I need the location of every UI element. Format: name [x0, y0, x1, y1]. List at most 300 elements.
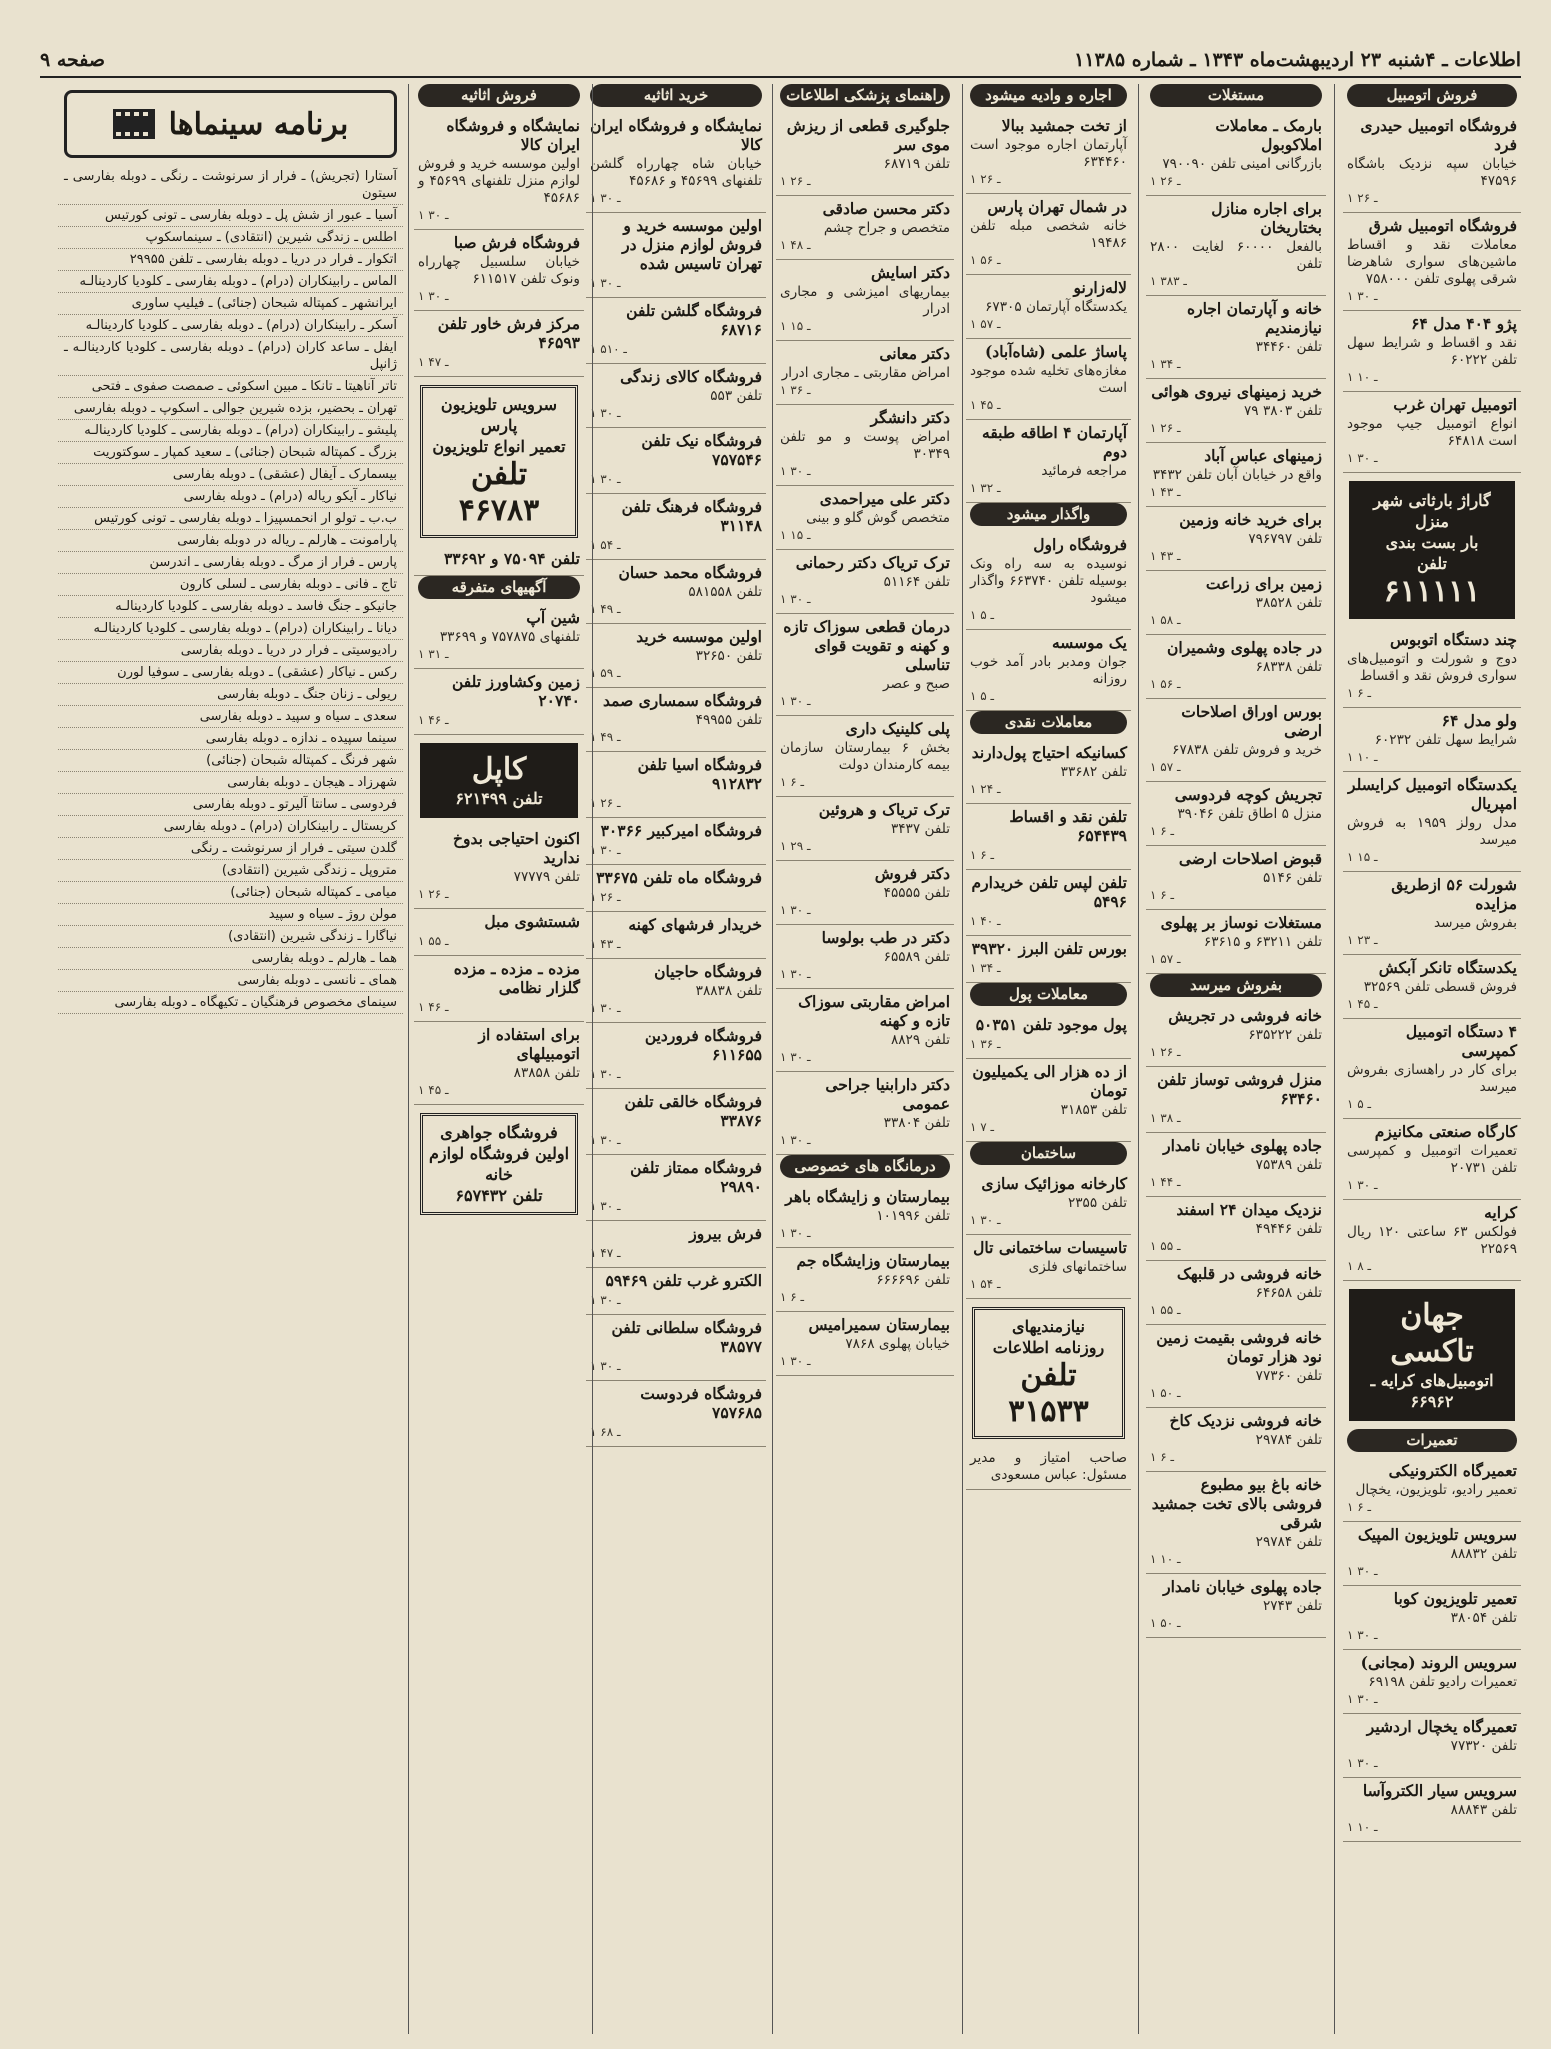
category-header: راهنمای پزشکی اطلاعات [780, 84, 950, 107]
ad-text: منزل ۵ اطاق تلفن ۳۹۰۴۶ [1177, 806, 1322, 822]
ad-text: شرایط سهل تلفن ۶۰۲۳۲ [1374, 732, 1517, 748]
category-header: معاملات نقدی [970, 711, 1127, 734]
ad-text: امراض مقاربتی ـ مجاری ادرار [781, 365, 950, 381]
classified-ad [1146, 1408, 1326, 1472]
ad-code: ۱ ـ ۵ [970, 689, 995, 703]
ad-text: متخصص گوش گلو و بینی [806, 510, 950, 526]
column-rule [1334, 84, 1335, 2034]
ad-text: تلفن ۴۵۵۵۵ [883, 885, 950, 901]
classified-ad [966, 532, 1131, 630]
ad-text: مدل رولز ۱۹۵۹ به فروش میرسد [1347, 815, 1517, 848]
ad-title: تعمیر تلویزیون کوبا [1393, 1589, 1517, 1608]
ad-title: پژو ۴۰۴ مدل ۶۴ [1411, 314, 1517, 333]
ad-text: خیابان سپه نزدیک باشگاه ۴۷۵۹۶ [1347, 156, 1517, 189]
ad-text: تعمیرات رادیو تلفن ۶۹۱۹۸ [1368, 1674, 1517, 1690]
cinema-listing: دیانا ـ رابینکاران (درام) ـ دوبله بفارسی ـ کلودیا کاردینالـه [58, 618, 403, 640]
display-ad-garage [1349, 481, 1515, 619]
masthead [40, 44, 1521, 78]
ad-code: ۱ ـ ۳۰ [590, 1133, 621, 1147]
ad-code: ۱ ـ ۳۰ [780, 1354, 811, 1368]
category-header: آگهیهای متفرقه [418, 576, 580, 599]
ad-code: ۱ ـ ۵۷ [970, 317, 1001, 331]
classified-ad [966, 740, 1131, 804]
ad-title: فروشگاه فردوست ۷۵۷۶۸۵ [640, 1384, 762, 1422]
ad-title: فروشگاه فرش صبا [453, 233, 580, 252]
ad-code: ۱ ـ ۶ [1347, 686, 1372, 700]
classified-ad [586, 1381, 766, 1447]
ad-title: بورس اوراق اصلاحات ارضی [1181, 702, 1322, 740]
ad-code: ۱ ـ ۳۰ [1347, 1692, 1378, 1706]
ad-code: ۱ ـ ۳۰ [780, 464, 811, 478]
ad-code: ۱ ـ ۵۵ [418, 934, 449, 948]
cinema-listing: بیسمارک ـ آیفال (عشقی) ـ دوبله بفارسی [58, 464, 403, 486]
cinema-listing: آستارا (تجریش) ـ فرار از سرنوشت ـ رنگی ـ دوبله بفارسی ـ سیتون [58, 166, 403, 205]
classified-ad [1343, 1119, 1521, 1200]
ad-code: ۱ ـ ۴۵ [970, 398, 1001, 412]
column-rule [1138, 84, 1139, 2034]
ad-title: فروشگاه خالقی تلفن ۳۳۸۷۶ [624, 1092, 762, 1130]
ad-title: اکنون احتیاجی بدوخ ندارید [453, 829, 580, 867]
ad-code: ۱ ـ ۳۰ [780, 592, 811, 606]
box-line: تعمیر انواع تلویزیون [432, 437, 566, 456]
column-rentals [966, 84, 1131, 2034]
column-furniture-sell [414, 84, 584, 2034]
ad-code: ۱ ـ ۴۵ [418, 1083, 449, 1097]
cinema-listing: سینما سپیده ـ ندازه ـ دوبله بفارسی [58, 728, 403, 750]
ad-text: تلفن ۳۸۵۲۸ [1255, 595, 1322, 611]
ad-code: ۱ ـ ۴۳ [590, 937, 621, 951]
classified-ad [1343, 1200, 1521, 1281]
cinema-listing: تاج ـ فانی ـ دوبله بفارسی ـ لسلی کارون [58, 574, 403, 596]
column-auto-sales [1343, 84, 1521, 2034]
ad-title: نزدیک میدان ۲۴ اسفند [1176, 1200, 1322, 1219]
classified-ad [414, 230, 584, 311]
classified-ad [776, 989, 954, 1072]
column-rule [592, 84, 593, 2034]
ad-code: ۱ ـ ۳۰ [590, 843, 621, 857]
ad-text: تلفن ۲۹۷۸۴ [1255, 1534, 1322, 1550]
category-header: ساختمان [970, 1142, 1127, 1165]
classified-ad [1343, 1778, 1521, 1842]
ad-title: پاساژ علمی (شاه‌آباد) [984, 342, 1127, 361]
ad-title: ترک تریاک و هروئین [818, 800, 950, 819]
ad-title: زمین وکشاورز تلفن ۲۰۷۴۰ [451, 672, 580, 710]
ad-text: تلفن ۳۸۰۳ ۷۹ [1244, 403, 1322, 419]
ad-code: ۱ ـ ۵ [1347, 1097, 1372, 1111]
ad-code: ۱ ـ ۲۹ [780, 839, 811, 853]
ad-title: لاله‌زارنو [1073, 278, 1127, 297]
ad-code: ۱ ـ ۴۸ [780, 238, 811, 252]
classified-ad [1146, 196, 1326, 296]
ad-title: زمینهای عباس آباد [1204, 446, 1322, 465]
cinema-listing: متروپل ـ زندگی شیرین (انتقادی) [58, 860, 403, 882]
ad-code: ۱ ـ ۱۰ [1347, 370, 1378, 384]
ad-code: ۱ ـ ۲۴ [970, 782, 1001, 796]
classified-ad [966, 804, 1131, 870]
box-phone: تلفن ۶۵۷۴۳۲ [455, 1186, 543, 1205]
ad-code: ۱ ـ ۵۴ [590, 538, 621, 552]
category-header: درمانگاه های خصوصی [780, 1155, 950, 1178]
ad-title: کارگاه صنعتی مکانیزم [1374, 1122, 1517, 1141]
ad-code: ۱ ـ ۵۰ [1150, 1616, 1181, 1630]
ad-code: ۱ ـ ۵۶ [970, 253, 1001, 267]
ad-code: ۱ ـ ۳۰ [1347, 451, 1378, 465]
ad-title: فروشگاه سلطانی تلفن ۳۸۵۷۷ [611, 1318, 762, 1356]
ad-title: نمایشگاه و فروشگاه ایران کالا [446, 116, 580, 154]
ad-title: خرید زمینهای نیروی هوائی [1151, 382, 1322, 401]
classified-ad [966, 339, 1131, 420]
classified-ad [1343, 772, 1521, 872]
ad-text: تلفن ۳۳۸۰۴ [883, 1115, 950, 1131]
ad-code: ۱ ـ ۳۶ [780, 383, 811, 397]
box-title: کاپل [471, 752, 527, 787]
ad-text: اولین موسسه خرید و فروش لوازم منزل تلفنهای ۴۵۶۹۹ و ۴۵۶۸۶ [418, 156, 580, 206]
ad-code: ۱ ـ ۳۰ [590, 472, 621, 486]
ad-text: خرید و فروش تلفن ۶۷۸۳۸ [1172, 742, 1322, 758]
ad-title: اولین موسسه خرید و فروش لوازم منزل در تهران تاسیس شده [622, 216, 762, 273]
ad-title: فروشگاه حاجیان [654, 962, 762, 981]
classified-ad [1146, 910, 1326, 974]
classified-ad [1146, 379, 1326, 443]
ad-code: ۱ ـ ۴۶ [418, 1000, 449, 1014]
ad-title: تلفن لپس تلفن خریدارم ۵۴۹۶ [971, 873, 1127, 911]
classified-ad [1146, 1325, 1326, 1408]
ad-text: تلفن ۳۸۸۳۸ [695, 983, 762, 999]
ad-code: ۱ ـ ۳۱ [418, 647, 449, 661]
ad-code: ۱ ـ ۱۰ [1150, 1552, 1181, 1566]
ad-title: پول موجود تلفن ۵۰۳۵۱ [975, 1015, 1127, 1034]
column-medical [776, 84, 954, 2034]
cinema-listing: آسکر ـ رابینکاران (درام) ـ دوبله بفارسی ـ کلودیا کاردینالـه [58, 315, 403, 337]
ad-text: خیابان شاه چهارراه گلشن تلفنهای ۴۵۶۹۹ و ۴۵۶۸۶ [590, 156, 762, 189]
ad-code: ۱ ـ ۵ [970, 608, 995, 622]
classified-ad [776, 797, 954, 861]
ad-text: تلفن ۴۹۴۴۶ [1255, 1221, 1322, 1237]
classified-ad [966, 113, 1131, 194]
ad-title: دکتر معانی [879, 344, 950, 363]
ad-title: اولین موسسه خرید [636, 627, 762, 646]
ad-code: ۱ ـ ۳۰ [780, 1133, 811, 1147]
ad-text: تلفن ۳۸۰۵۴ [1450, 1610, 1517, 1626]
classified-ad [586, 560, 766, 624]
classified-ad [586, 865, 766, 912]
ad-title: آپارتمان ۴ اطاقه طبقه دوم [982, 423, 1127, 461]
ad-title: قبوض اصلاحات ارضی [1178, 849, 1322, 868]
ad-code: ۱ ـ ۵۸ [1150, 613, 1181, 627]
classified-ad [776, 716, 954, 797]
category-header: خرید اثاثیه [590, 84, 762, 107]
ad-text: تلفن ۸۳۸۵۸ [513, 1065, 580, 1081]
ad-text: تلفن ۳۱۸۵۳ [1060, 1102, 1127, 1118]
ad-title: دکتر دارابنیا جراحی عمومی [825, 1075, 950, 1113]
ad-text: تلفن ۵۵۳ [710, 388, 762, 404]
ad-code: ۱ ـ ۱۵ [780, 528, 811, 542]
ad-title: کسانیکه احتیاج پول‌دارند [971, 743, 1127, 762]
ad-text: خیابان پهلوی ۷۸۶۸ [845, 1336, 950, 1352]
ad-text: تلفن ۲۹۷۸۴ [1255, 1432, 1322, 1448]
ad-code: ۱ ـ ۶ [1347, 1500, 1372, 1514]
ad-code: ۱ ـ ۲۶ [1347, 191, 1378, 205]
classified-ad [776, 1072, 954, 1155]
column-rule [408, 84, 409, 2034]
ad-code: ۱ ـ ۲۶ [970, 172, 1001, 186]
ad-text: فولکس ۶۳ ساعتی ۱۲۰ ریال ۲۲۵۶۹ [1347, 1224, 1517, 1257]
classified-ad [586, 213, 766, 298]
ad-code: ۱ ـ ۴۷ [590, 1246, 621, 1260]
column-rule [962, 84, 963, 2034]
ad-code: ۱ ـ ۴۷ [418, 355, 449, 369]
ad-title: تعمیرگاه یخچال اردشیر [1366, 1717, 1517, 1736]
ad-title: فروشگاه امیرکبیر ۳۰۳۶۶ [600, 821, 762, 840]
ad-code: ۱ ـ ۵۵ [1150, 1303, 1181, 1317]
ad-code: ۱ ـ ۴۵ [1347, 997, 1378, 1011]
cinema-listing: مولن روژ ـ سیاه و سپید [58, 904, 403, 926]
classified-ad [414, 311, 584, 377]
cinema-listing: آسیا ـ عبور از شش پل ـ دوبله بفارسی ـ تونی کورتیس [58, 205, 403, 227]
classified-ad [414, 909, 584, 956]
ad-text: بیماریهای امیزشی و مجاری ادرار [780, 284, 950, 317]
classified-ad [1343, 1019, 1521, 1119]
ad-text: آپارتمان اجاره موجود است ۶۳۴۴۶۰ [970, 137, 1127, 170]
ad-text: تلفن ۸۸۲۹ [890, 1032, 950, 1048]
ad-title: فروشگاه راول [1033, 535, 1127, 554]
cinema-listing: فردوسی ـ سانتا آلیرتو ـ دوبله بفارسی [58, 794, 403, 816]
ad-code: ۱ ـ ۳۸ [1150, 1111, 1181, 1125]
ad-code: ۱ ـ ۵۵ [1150, 1239, 1181, 1253]
classified-ad [1343, 955, 1521, 1019]
ad-title: ترک تریاک دکتر رحمانی [795, 553, 950, 572]
ad-title: شستشوی مبل [484, 912, 580, 931]
ad-text: تلفن ۳۴۴۶۰ [1255, 339, 1322, 355]
ad-code: ۱ ـ ۵۱۰ [590, 342, 627, 356]
ad-title: کرایه [1484, 1203, 1517, 1222]
ad-text: تلفن ۷۵۳۸۹ [1255, 1157, 1322, 1173]
cinema-listing: میامی ـ کمپتاله شبحان (جنائی) [58, 882, 403, 904]
classified-ad [1343, 392, 1521, 473]
ad-title: فروشگاه کالای زندگی [620, 367, 762, 386]
film-reel-icon [113, 109, 155, 139]
ad-code: ۱ ـ ۳۰ [590, 1359, 621, 1373]
ad-code: ۱ ـ ۶ [780, 775, 805, 789]
box-line: اولین فروشگاه لوازم خانه [428, 1144, 570, 1184]
ad-text: تلفن ۶۳۵۲۲۲ [1248, 1027, 1322, 1043]
ad-code: ۱ ـ ۳۰ [590, 1293, 621, 1307]
ad-title: سرویس تلویزیون المپیک [1357, 1525, 1517, 1544]
classified-ad [586, 494, 766, 560]
ad-text: تلفن ۶۳۲۱۱ و ۶۳۶۱۵ [1203, 934, 1322, 950]
ad-code: ۱ ـ ۲۶ [418, 887, 449, 901]
ad-text: تلفن ۲۳۵۵ [1067, 1195, 1127, 1211]
ad-code: ۱ ـ ۶ [970, 848, 995, 862]
ad-code: ۱ ـ ۳۰ [780, 903, 811, 917]
classified-ad [586, 624, 766, 688]
classified-ad [966, 194, 1131, 275]
ad-text: تلفن ۱۰۱۹۹۶ [876, 1208, 950, 1224]
box-phone: ۶۱۱۱۱۱ [1383, 574, 1481, 609]
ad-title: بارمک ـ معاملات املاکوبول [1215, 116, 1322, 154]
ad-title: امراض مقاربتی سوزاک تازه و کهنه [798, 992, 950, 1030]
ad-code: ۱ ـ ۳۰ [1347, 1756, 1378, 1770]
column-real-estate [1146, 84, 1326, 2034]
display-ad-jewelry-store [420, 1113, 578, 1215]
display-ad-kapel [420, 743, 578, 818]
cinema-listing: تهران ـ بحضیر، بزده شیرین جوالی ـ اسکوپ ـ دوبله بفارسی [58, 398, 403, 420]
ad-title: برای اجاره منازل بختاریخان [1211, 199, 1322, 237]
ad-title: دکتر دانشگر [870, 408, 950, 427]
cinema-listing: الماس ـ رابینکاران (درام) ـ دوبله بفارسی ـ کلودیا کاردینالـه [58, 271, 403, 293]
ad-code: ۱ ـ ۵۷ [1150, 760, 1181, 774]
box-line: نیازمندیهای [1012, 1317, 1085, 1336]
classified-ad [1343, 113, 1521, 213]
cinema-listing: رکس ـ نیاکار (عشقی) ـ دوبله بفارسی ـ سوفیا لورن [58, 662, 403, 684]
ad-code: ۱ ـ ۲۶ [1150, 1045, 1181, 1059]
ad-title: مزده ـ مزده ـ مزده گلزار نظامی [453, 959, 580, 997]
classified-ad [1343, 1714, 1521, 1778]
category-header: مستغلات [1150, 84, 1322, 107]
box-line: روزنامه اطلاعات [992, 1338, 1105, 1357]
ad-text: تلفن ۶۶۶۶۹۶ [876, 1272, 950, 1288]
ad-text: تلفن ۴۹۹۵۵ [695, 712, 762, 728]
ad-text: تلفن ۷۷۳۲۰ [1450, 1738, 1517, 1754]
ad-text: متخصص و جراح چشم [823, 220, 950, 236]
ad-code: ۱ ـ ۵۹ [590, 666, 621, 680]
ad-code: ۱ ـ ۳۰ [418, 289, 449, 303]
display-ad-classifieds [972, 1307, 1125, 1439]
ad-code: ۱ ـ ۲۶ [1150, 174, 1181, 188]
classified-ad [1343, 1522, 1521, 1586]
ad-text: ساختمانهای فلزی [1028, 1259, 1127, 1275]
cinema-program-title: برنامه سینماها [168, 106, 349, 142]
ad-code: ۱ ـ ۳۰ [590, 1001, 621, 1015]
ad-code: ۱ ـ ۶ [780, 1290, 805, 1304]
ad-code: ۱ ـ ۳۴ [970, 961, 1001, 975]
ad-title: خریدار فرشهای کهنه [628, 915, 762, 934]
box-line: فروشگاه جواهری [440, 1123, 558, 1142]
ad-title: تلفن نقد و اقساط ۶۵۴۴۳۹ [1009, 807, 1127, 845]
classified-ad [586, 959, 766, 1023]
page-label: صفحه ۹ [40, 49, 106, 71]
ad-text: تلفن ۶۵۵۸۹ [883, 949, 950, 965]
ad-code: ۱ ـ ۳۰ [1347, 289, 1378, 303]
box-line: گاراژ بارثاتی شهر منزل [1373, 491, 1491, 531]
ad-code: ۱ ـ ۳۰ [780, 1050, 811, 1064]
classified-ad [586, 688, 766, 752]
ad-title: دکتر در طب بولوسا [821, 928, 950, 947]
cinema-program-header [64, 90, 397, 158]
ad-text: تلفن ۵۸۱۵۵۸ [688, 584, 762, 600]
ad-code: ۱ ـ ۴۶ [418, 713, 449, 727]
ad-title: چند دستگاه اتوبوس [1389, 630, 1517, 649]
classified-ad [776, 405, 954, 486]
cinema-listing: گلدن سیتی ـ فرار از سرنوشت ـ رنگی [58, 838, 403, 860]
box-line: تلفن [1416, 554, 1448, 573]
classified-ad [586, 752, 766, 818]
classified-ad [586, 818, 766, 865]
ad-text: امراض پوست و مو تلفن ۳۰۳۴۹ [780, 429, 950, 462]
ad-code: ۱ ـ ۴۹ [590, 730, 621, 744]
classified-ad [414, 113, 584, 230]
ad-title: بیمارستان وزایشگاه جم [796, 1251, 950, 1270]
ad-text: تلفن ۳۴۳۷ [890, 821, 950, 837]
category-header: فروش اتومبیل [1347, 84, 1517, 107]
classified-ad [1146, 1197, 1326, 1261]
cinema-listing: نیاکار ـ آیکو ریاله (درام) ـ دوبله بفارسی [58, 486, 403, 508]
classified-ad [1146, 1261, 1326, 1325]
cinema-listing: اتکوار ـ فرار در دریا ـ دوبله بفارسی ـ تلفن ۲۹۹۵۵ [58, 249, 403, 271]
credit-text: صاحب امتیاز و مدیر مسئول: عباس مسعودی [970, 1450, 1127, 1483]
classified-ad [1146, 1133, 1326, 1197]
ad-title: تجریش کوچه فردوسی [1174, 785, 1322, 804]
column-furniture-buy [586, 84, 766, 2034]
ad-text: بخش ۶ بیمارستان سازمان بیمه کارمندان دولت [780, 740, 950, 773]
classified-ad [776, 925, 954, 989]
classified-ad [414, 956, 584, 1022]
ad-code: ۱ ـ ۳۴ [1150, 357, 1181, 371]
ad-title: فروشگاه ممتاز تلفن ۲۹۸۹۰ [630, 1158, 762, 1196]
cinema-listing: پلیشو ـ رابینکاران (درام) ـ دوبله بفارسی ـ کلودیا کاردینالـه [58, 420, 403, 442]
ad-text: معاملات نقد و اقساط ماشین‌های سواری شاهرضا شرقی پهلوی تلفن ۷۵۸۰۰۰ [1347, 237, 1517, 287]
ad-code: ۱ ـ ۳۰ [590, 276, 621, 290]
category-header: واگذار میشود [970, 503, 1127, 526]
ad-text: تلفن ۳۲۶۵۰ [695, 648, 762, 664]
classified-ad [966, 630, 1131, 711]
cinema-listing: ایرانشهر ـ کمپتاله شبحان (جنائی) ـ فیلیپ ساوری [58, 293, 403, 315]
ad-title: خانه باغ بیو مطبوع فروشی بالای تخت جمشید شرقی [1151, 1475, 1322, 1532]
classified-ad [1146, 1003, 1326, 1067]
classified-ad [776, 550, 954, 614]
ad-title: یکدستگاه تانکر آبکش [1378, 958, 1517, 977]
display-ad-tv-service [420, 385, 578, 538]
ad-title: سرویس سیار الکتروآسا [1362, 1781, 1517, 1800]
classified-ad [1146, 443, 1326, 507]
classified-ad [776, 861, 954, 925]
ad-code: ۱ ـ ۳۰ [780, 1226, 811, 1240]
classified-ad [1146, 1574, 1326, 1638]
ad-text: تلفن ۵۱۱۶۴ [883, 574, 950, 590]
ad-code: ۱ ـ ۳۰ [418, 208, 449, 222]
ad-text: تلفن ۸۸۸۳۲ [1450, 1546, 1517, 1562]
ad-text: خیابان سلسبیل چهارراه ونوک تلفن ۶۱۱۵۱۷ [418, 254, 580, 287]
ad-title: جاده پهلوی خیابان نامدار [1163, 1136, 1322, 1155]
ad-code: ۱ ـ ۱۰ [1347, 1820, 1378, 1834]
classified-ad [586, 1268, 766, 1315]
cinema-listing: شهرزاد ـ هیجان ـ دوبله بفارسی [58, 772, 403, 794]
box-line: اتومبیل‌های کرایه ـ ۶۶۹۶۲ [1370, 1371, 1494, 1411]
classified-ad [414, 826, 584, 909]
ad-text: تلفن ۲۷۴۳ [1262, 1598, 1322, 1614]
cinema-listing: نیاگارا ـ زندگی شیرین (انتقادی) [58, 926, 403, 948]
ad-title: یک موسسه [1051, 633, 1127, 652]
classified-ad [1146, 1472, 1326, 1574]
classified-ad [966, 1059, 1131, 1142]
ad-text: تلفن ۷۷۳۶۰ [1255, 1368, 1322, 1384]
ad-title: شین آپ [526, 608, 580, 627]
category-header: تعمیرات [1347, 1429, 1517, 1452]
ad-title: از ده هزار الی یکمیلیون تومان [972, 1062, 1127, 1100]
cinema-listing: کریستال ـ رابینکاران (درام) ـ دوبله بفارسی [58, 816, 403, 838]
classified-ad [1343, 311, 1521, 392]
ad-code: ۱ ـ ۳۲ [970, 481, 1001, 495]
classified-ad [1343, 1586, 1521, 1650]
ad-code: ۱ ـ ۱۵ [780, 319, 811, 333]
ad-title: خانه فروشی نزدیک کاخ [1169, 1411, 1322, 1430]
ad-code: ۱ ـ ۴۹ [590, 602, 621, 616]
ad-code: ۱ ـ ۲۶ [590, 796, 621, 810]
category-header: بفروش میرسد [1150, 974, 1322, 997]
ad-text: خانه شخصی مبله تلفن ۱۹۴۸۶ [970, 218, 1127, 251]
ad-title: مرکز فرش خاور تلفن ۴۶۵۹۳ [437, 314, 580, 352]
category-header: فروش اثاثیه [418, 84, 580, 107]
